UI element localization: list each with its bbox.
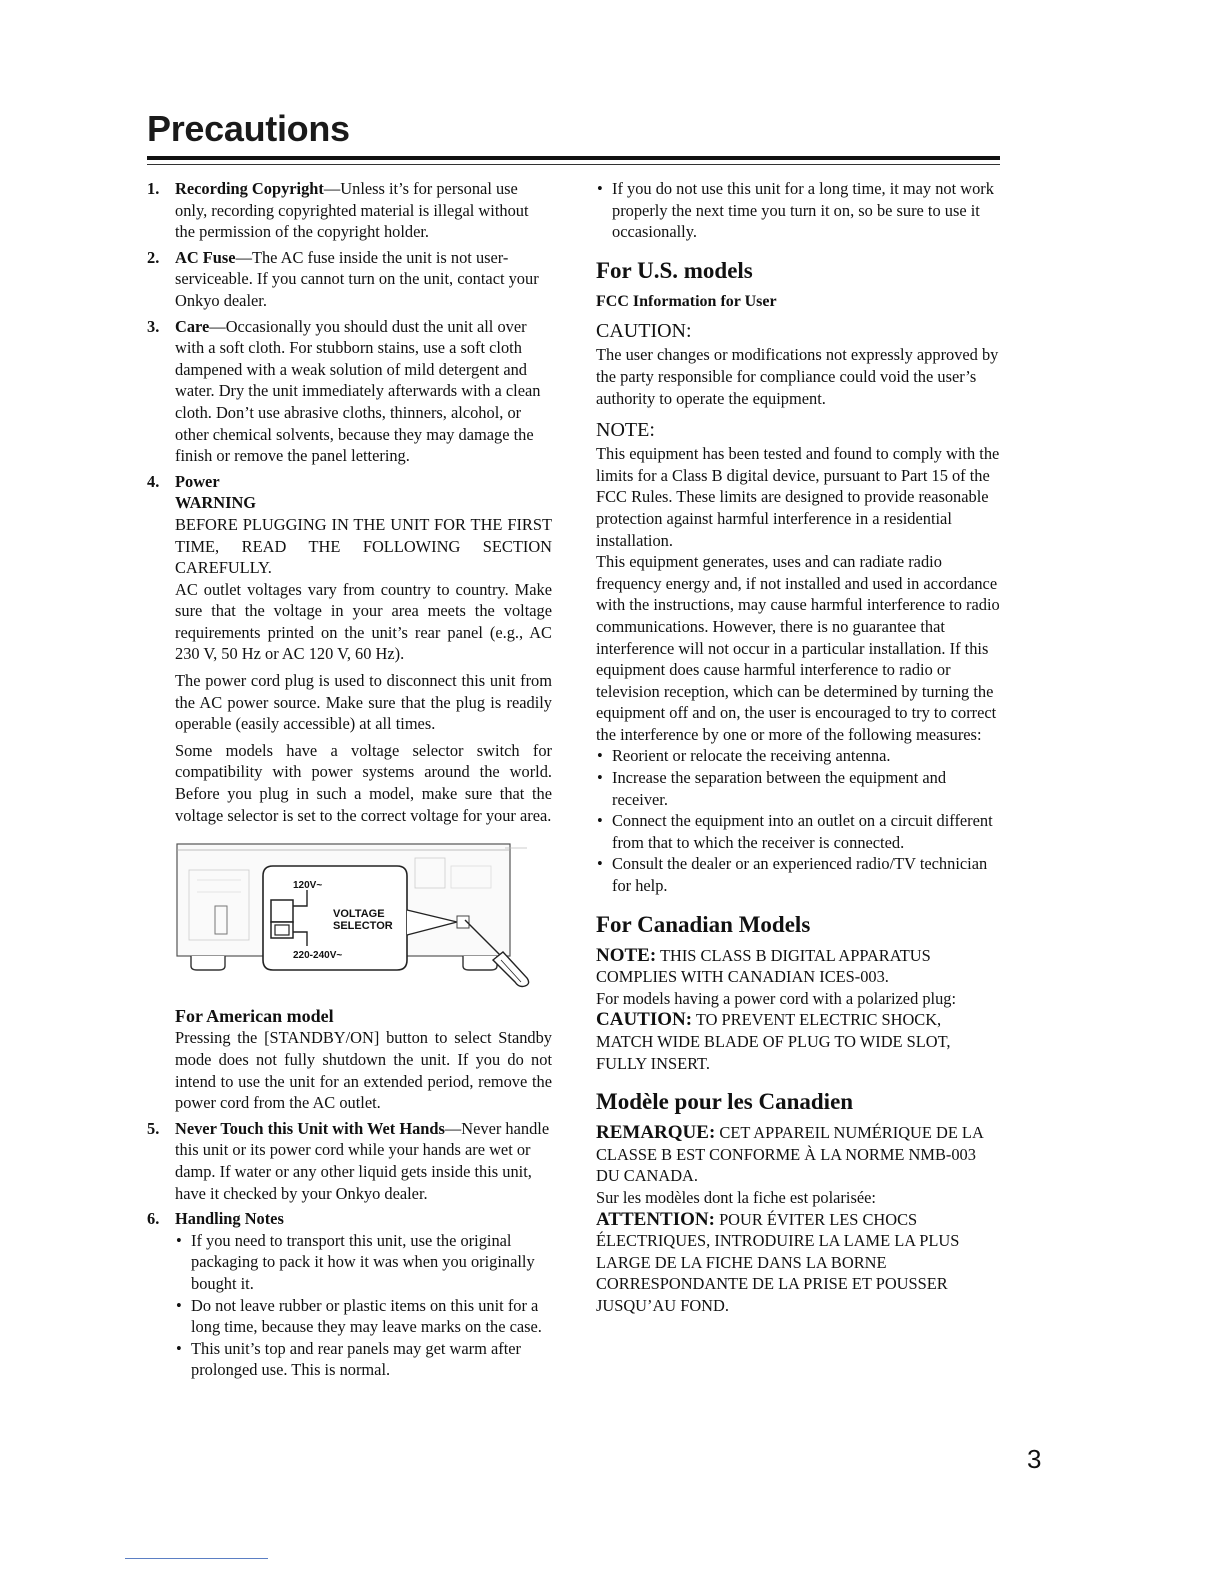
section-heading: Modèle pour les Canadien <box>596 1089 854 1115</box>
precaution-item-power <box>147 471 552 1114</box>
item-body <box>175 247 552 312</box>
note-text: THIS CLASS B DIGITAL APPARATUS COMPLIES WITH CANADIAN ICES-003. <box>596 945 931 987</box>
voltage-paragraph: AC outlet voltages vary from country to country. Make sure that the voltage in your area meets the voltage requirements printed on the unit’s rear panel (e.g., AC 230 V, 50 Hz or AC 120 V, 60 Hz). <box>175 579 552 664</box>
remarque <box>596 1122 1001 1187</box>
caution-text: TO PREVENT ELECTRIC SHOCK, MATCH WIDE BLADE OF PLUG TO WIDE SLOT, FULLY INSERT. <box>596 1010 951 1073</box>
page-number: 3 <box>1027 1444 1042 1474</box>
warning-label: WARNING <box>175 493 257 513</box>
voltage-selector-paragraph: Some models have a voltage selector switch for compatibility with power systems around the world. Before you plug in such a model, make sure that the voltage selector is set to the correct voltage for your area. <box>175 740 552 825</box>
item-number: 2. <box>147 247 160 267</box>
section-heading: For U.S. models <box>596 257 753 283</box>
fiche-polarisee-text: Sur les modèles dont la fiche est polarisée: <box>596 1187 876 1207</box>
item-heading: Recording Copyright <box>175 179 324 198</box>
right-column <box>596 178 1001 1317</box>
title-rule-thin <box>147 164 1000 165</box>
note-paragraph: This equipment generates, uses and can radiate radio frequency energy and, if not installed and used in accordance with the instructions, may cause harmful interference to radio communications. However, there is no guarantee that interference will not occur in a particular installation. If this equipment does cause harmful interference to radio or television reception, which can be determined by turning the equipment off and on, the user is encouraged to try to correct the interference by one or more of the following measures: <box>596 552 1000 744</box>
list-item: • Connect the equipment into an outlet on a circuit different from that to which the receiver is connected. <box>596 810 1001 853</box>
item-text: —Unless it’s for personal use only, recording copyrighted material is illegal without the permission of the copyright holder. <box>175 179 529 242</box>
caution-label: CAUTION: <box>596 320 692 343</box>
note-label: NOTE: <box>596 419 655 442</box>
voltage-selector-diagram <box>175 840 552 994</box>
item-number: 6. <box>147 1209 160 1229</box>
us-models-section <box>596 257 1001 897</box>
handling-notes-list <box>175 1230 552 1381</box>
list-item: • This unit’s top and rear panels may get warm after prolonged use. This is normal. <box>175 1338 552 1381</box>
attention <box>596 1209 1001 1317</box>
item-number: 3. <box>147 316 160 336</box>
label-selector: SELECTOR <box>333 920 393 933</box>
item-heading: Power <box>175 471 220 491</box>
left-column <box>147 178 552 1385</box>
note-paragraph: This equipment has been tested and found to comply with the limits for a Class B digital device, pursuant to Part 15 of the FCC Rules. These limits are designed to provide reasonable protection against harmful interference in a residential installation. <box>596 444 1000 550</box>
polarized-plug-text: For models having a power cord with a polarized plug: <box>596 988 957 1008</box>
item-body <box>175 316 552 467</box>
continued-handling-list <box>596 178 1001 243</box>
precaution-item-ac-fuse <box>147 247 552 312</box>
power-cord-paragraph: The power cord plug is used to disconnect this unit from the AC power source. Make sure that the plug is readily operable (easily accessible) at all times. <box>175 671 552 734</box>
item-body <box>175 1208 552 1381</box>
list-item: • Increase the separation between the equipment and receiver. <box>596 767 1001 810</box>
american-model-text: Pressing the [STANDBY/ON] button to select Standby mode does not fully shutdown the unit. If you do not intend to use the unit for an extended period, remove the power cord from the AC outlet. <box>175 1028 552 1113</box>
attention-text: POUR ÉVITER LES CHOCS ÉLECTRIQUES, INTRODUIRE LA LAME LA PLUS LARGE DE LA FICHE DANS LA BORNE CORRESPONDANTE DE LA PRISE ET POUSSER JUSQU’AU FOND. <box>596 1209 960 1315</box>
item-heading: Handling Notes <box>175 1209 284 1229</box>
precaution-item-handling-notes <box>147 1208 552 1381</box>
note-label: NOTE: <box>596 944 657 966</box>
warning-text: BEFORE PLUGGING IN THE UNIT FOR THE FIRST TIME, READ THE FOLLOWING SECTION CAREFULLY. <box>175 514 552 578</box>
item-heading: AC Fuse <box>175 247 236 267</box>
list-item: • Consult the dealer or an experienced radio/TV technician for help. <box>596 853 1001 896</box>
item-number: 5. <box>147 1118 160 1138</box>
canadian-models-section <box>596 911 1001 1075</box>
list-item: • If you do not use this unit for a long time, it may not work properly the next time you turn it on, so be sure to use it occasionally. <box>596 178 1001 243</box>
measures-list <box>596 745 1001 896</box>
remarque-label: REMARQUE: <box>596 1122 716 1144</box>
modele-canadien-section <box>596 1088 1001 1316</box>
american-model-heading: For American model <box>175 1005 334 1026</box>
list-item: • If you need to transport this unit, use the original packaging to pack it how it was when you originally bought it. <box>175 1230 552 1295</box>
list-item: • Do not leave rubber or plastic items on this unit for a long time, because they may leave marks on the case. <box>175 1295 552 1338</box>
label-120v: 120V~ <box>293 880 323 892</box>
section-heading: For Canadian Models <box>596 911 811 937</box>
precaution-item-care <box>147 316 552 467</box>
canada-caution <box>596 1009 1001 1074</box>
item-text: —Never handle this unit or its power cord while your hands are wet or damp. If water or any other liquid gets inside this unit, have it checked by your Onkyo dealer. <box>175 1118 550 1203</box>
attention-label: ATTENTION: <box>596 1208 715 1230</box>
item-number: 4. <box>147 471 160 491</box>
fcc-subheading: FCC Information for User <box>596 292 777 310</box>
rear-panel-illustration <box>175 840 545 988</box>
remarque-text: CET APPAREIL NUMÉRIQUE DE LA CLASSE B EST CONFORME À LA NORME NMB-003 DU CANADA. <box>596 1123 983 1186</box>
footer-rule <box>125 1558 268 1559</box>
item-body <box>175 178 552 243</box>
caution-text: The user changes or modifications not expressly approved by the party responsible for compliance could void the user’s authority to operate the equipment. <box>596 345 999 408</box>
item-number: 1. <box>147 179 160 198</box>
caution-label: CAUTION: <box>596 1009 693 1031</box>
item-text: —Occasionally you should dust the unit all over with a soft cloth. For stubborn stains, use a soft cloth dampened with a weak solution of mild detergent and water. Dry the unit immediately afterwards with a clean cloth. Don’t use abrasive cloths, thinners, alcohol, or other chemical solvents, because they may damage the finish or remove the panel lettering. <box>175 316 541 466</box>
page-title: Precautions <box>147 108 350 149</box>
label-voltage: VOLTAGE <box>333 908 385 921</box>
precaution-item-recording-copyright <box>147 178 552 243</box>
item-heading: Never Touch this Unit with Wet Hands <box>175 1118 445 1138</box>
item-text: —The AC fuse inside the unit is not user-serviceable. If you cannot turn on the unit, contact your Onkyo dealer. <box>175 247 539 310</box>
item-body <box>175 471 552 1114</box>
label-220-240v: 220-240V~ <box>293 950 343 962</box>
item-heading: Care <box>175 316 210 336</box>
title-rule-thick <box>147 156 1000 160</box>
item-body <box>175 1118 552 1204</box>
list-item: • Reorient or relocate the receiving antenna. <box>596 745 1001 767</box>
canada-note <box>596 945 1001 988</box>
precaution-item-wet-hands <box>147 1118 552 1204</box>
